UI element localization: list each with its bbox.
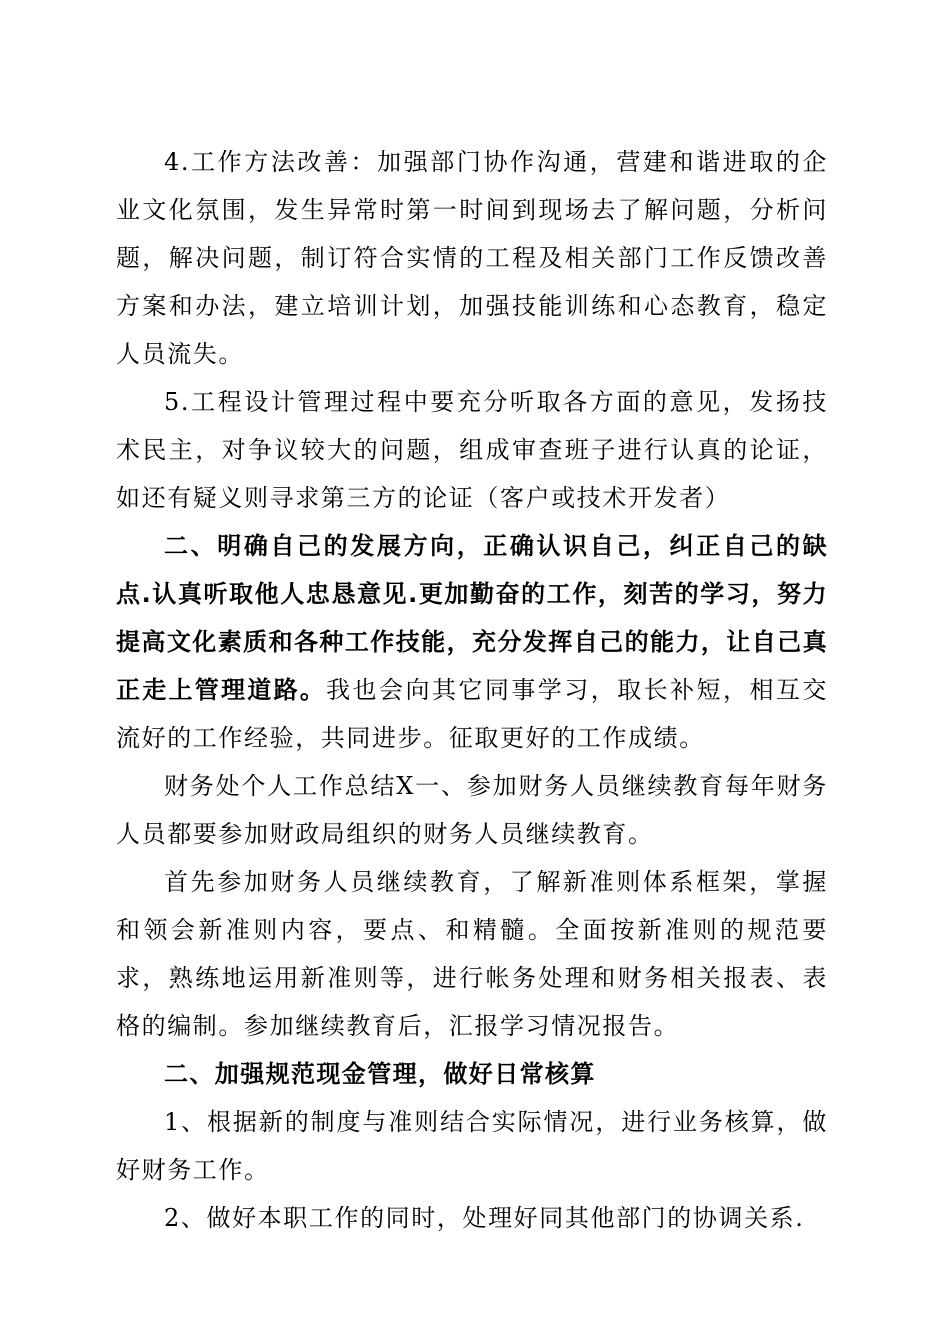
paragraph-continuing-education: 首先参加财务人员继续教育，了解新准则体系框架，掌握和领会新准则内容，要点、和精髓。全面按新准则的规范要求，熟练地运用新准则等，进行帐务处理和财务相关报表、表格的编制。参加继续教育后，汇报学习情况报告。 <box>116 868 828 1040</box>
paragraph-development-direction <box>116 522 828 762</box>
paragraph-engineering-design: 5.工程设计管理过程中要充分听取各方面的意见，发扬技术民主，对争议较大的问题，组成审查班子进行认真的论证，如还有疑义则寻求第三方的论证（客户或技术开发者） <box>116 388 828 512</box>
paragraph-accounting: 1、根据新的制度与准则结合实际情况，进行业务核算，做好财务工作。 <box>116 1108 828 1184</box>
paragraph-coordination: 2、做好本职工作的同时，处理好同其他部门的协调关系. <box>164 1204 805 1232</box>
paragraph-development-rest: 我也会向其它同事学习，取长补短，相互交流好的工作经验，共同进步。征取更好的工作成绩。 <box>116 676 828 752</box>
bold-development-direction: 二、明确自己的发展方向，正确认识自己，纠正自己的缺点.认真听取他人忠恳意见.更加勤奋的工作，刻苦的学习，努力提高文化素质和各种工作技能，充分发挥自己的能力，让自己真正走上管理道路。 <box>116 532 828 704</box>
heading-cash-management: 二、加强规范现金管理，做好日常核算 <box>164 1060 596 1088</box>
paragraph-work-method: 4.工作方法改善：加强部门协作沟通，营建和谐进取的企业文化氛围，发生异常时第一时间到现场去了解问题，分析问题，解决问题，制订符合实情的工程及相关部门工作反馈改善方案和办法，建立培训计划，加强技能训练和心态教育，稳定人员流失。 <box>116 148 828 368</box>
document-body <box>116 138 828 1242</box>
paragraph-finance-summary: 财务处个人工作总结X一、参加财务人员继续教育每年财务人员都要参加财政局组织的财务人员继续教育。 <box>116 772 828 848</box>
